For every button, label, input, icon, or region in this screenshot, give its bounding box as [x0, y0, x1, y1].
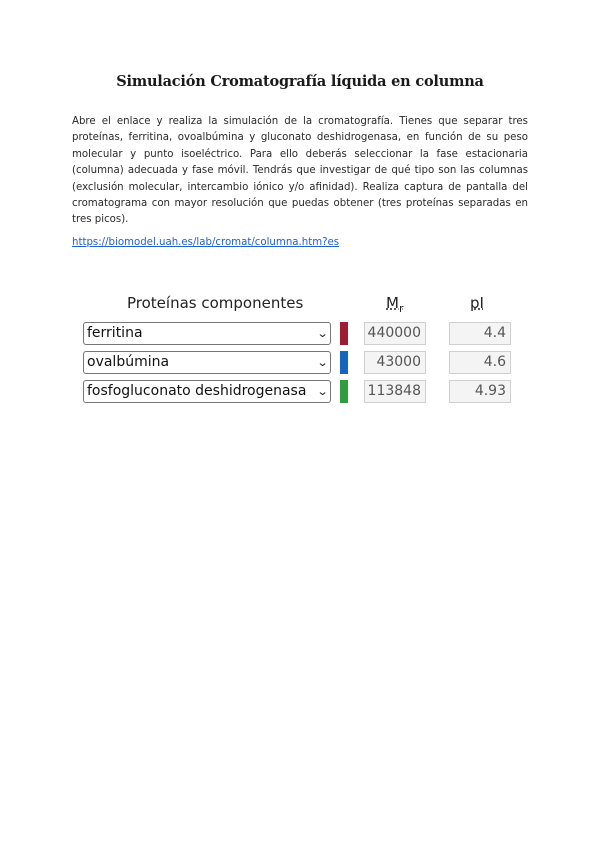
header-pi: pI — [470, 294, 484, 312]
header-proteins: Proteínas componentes — [127, 294, 304, 312]
protein-row-2 — [0, 351, 600, 377]
protein-select-2[interactable]: ovalbúmina ⌄ — [83, 351, 331, 374]
color-swatch-3 — [340, 380, 348, 403]
mr-value-3: 113848 — [364, 380, 426, 403]
protein-row-1 — [0, 322, 600, 348]
pi-value-3: 4.93 — [449, 380, 511, 403]
pi-value-2: 4.6 — [449, 351, 511, 374]
color-swatch-1 — [340, 322, 348, 345]
page-title: Simulación Cromatografía líquida en columna — [116, 73, 484, 90]
protein-row-3 — [0, 380, 600, 406]
protein-select-3[interactable]: fosfogluconato deshidrogenasa ⌄ — [83, 380, 331, 403]
instructions-paragraph: Abre el enlace y realiza la simulación de la cromatografía. Tienes que separar tres proteínas, ferritina, ovoalbúmina y gluconato deshidrogenasa, en función de su peso molecular y punto isoeléctrico. Para ello deberás seleccionar la fase estacionaria (columna) adecuada y fase móvil. Tendrás que investigar de qué tipo son las columnas (exclusión molecular, intercambio iónico y/o afinidad). Realiza captura de pantalla del cromatograma con mayor resolución que puedas obtener (tres proteínas separadas en tres picos). — [72, 116, 528, 226]
chevron-down-icon[interactable]: ⌄ — [316, 385, 329, 398]
mr-value-2: 43000 — [364, 351, 426, 374]
color-swatch-2 — [340, 351, 348, 374]
protein-select-1[interactable]: ferritina ⌄ — [83, 322, 331, 345]
mr-value-1: 440000 — [364, 322, 426, 345]
chevron-down-icon[interactable]: ⌄ — [316, 356, 329, 369]
chevron-down-icon[interactable]: ⌄ — [316, 327, 329, 340]
pi-value-1: 4.4 — [449, 322, 511, 345]
simulation-link[interactable]: https://biomodel.uah.es/lab/cromat/columna.htm?es — [72, 237, 340, 248]
header-mr: $M_r$ — [386, 294, 404, 315]
